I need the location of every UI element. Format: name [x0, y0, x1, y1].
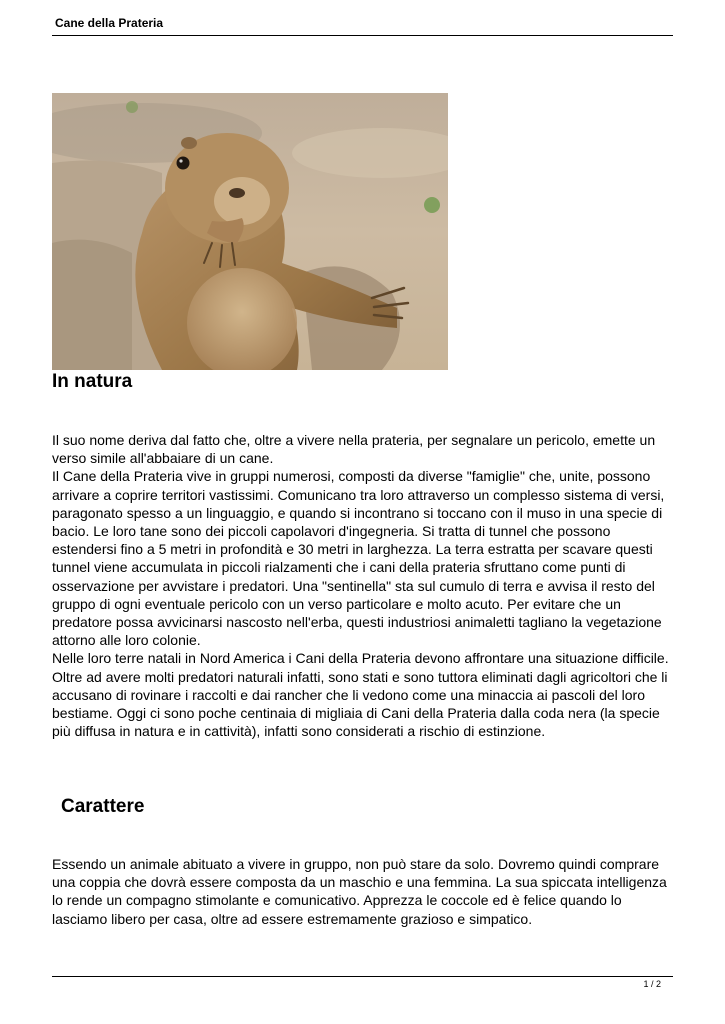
prairie-dog-photo [52, 93, 448, 370]
footer-divider [52, 976, 673, 977]
document-title: Cane della Prateria [55, 16, 164, 30]
paragraph: Nelle loro terre natali in Nord America i Cani della Prateria devono affrontare una situazione difficile. Oltre ad avere molti predatori naturali infatti, sono stati e sono tuttora eliminati dagli agricoltori che li accusano di rovinare i raccolti e dai rancher che li vedono come una minaccia ai pascoli del loro bestiame. Oggi ci sono poche centinaia di migliaia di Cani della Prateria dalla coda nera (la specie più diffusa in natura e in cattività), infatti sono considerati a rischio di estinzione. [52, 650, 669, 740]
section-heading-in-natura: In natura [52, 371, 133, 392]
section-heading-carattere: Carattere [61, 796, 145, 817]
paragraph: Il suo nome deriva dal fatto che, oltre a vivere nella prateria, per segnalare un pericolo, emette un verso simile all'abbaiare di un cane. [52, 432, 656, 467]
paragraph: Essendo un animale abituato a vivere in gruppo, non può stare da solo. Dovremo quindi comprare una coppia che dovrà essere composta da un maschio e una femmina. La sua spiccata intelligenza lo rende un compagno stimolante e comunicativo. Apprezza le coccole ed è felice quando lo lasciamo libero per casa, oltre ad essere estremamente grazioso e simpatico. [52, 856, 667, 927]
section-body-carattere [52, 855, 677, 928]
page-number: 1 / 2 [643, 979, 661, 989]
paragraph: Il Cane della Prateria vive in gruppi numerosi, composti da diverse "famiglie" che, unite, possono arrivare a coprire territori vastissimi. Comunicano tra loro attraverso un complesso sistema di versi, paragonato spesso a un linguaggio, e quando si incontrano si toccano con il muso in una specie di bacio. Le loro tane sono dei piccoli capolavori d'ingegneria. Si tratta di tunnel che possono estendersi fino a 5 metri in profondità e 30 metri in larghezza. La terra estratta per scavare questi tunnel viene accumulata in piccoli rialzamenti che i cani della prateria sfruttano come punti di osservazione per avvistare i predatori. Una "sentinella" sta sul cumulo di terra e avvisa il resto del gruppo di ogni eventuale pericolo con un verso particolare e molto acuto. Per evitare che un predatore possa avvicinarsi nascosto nell'erba, questi industriosi animaletti tagliano la vegetazione attorno alle loro colonie. [52, 468, 665, 649]
header-divider [52, 35, 673, 36]
section-body-in-natura [52, 431, 677, 740]
